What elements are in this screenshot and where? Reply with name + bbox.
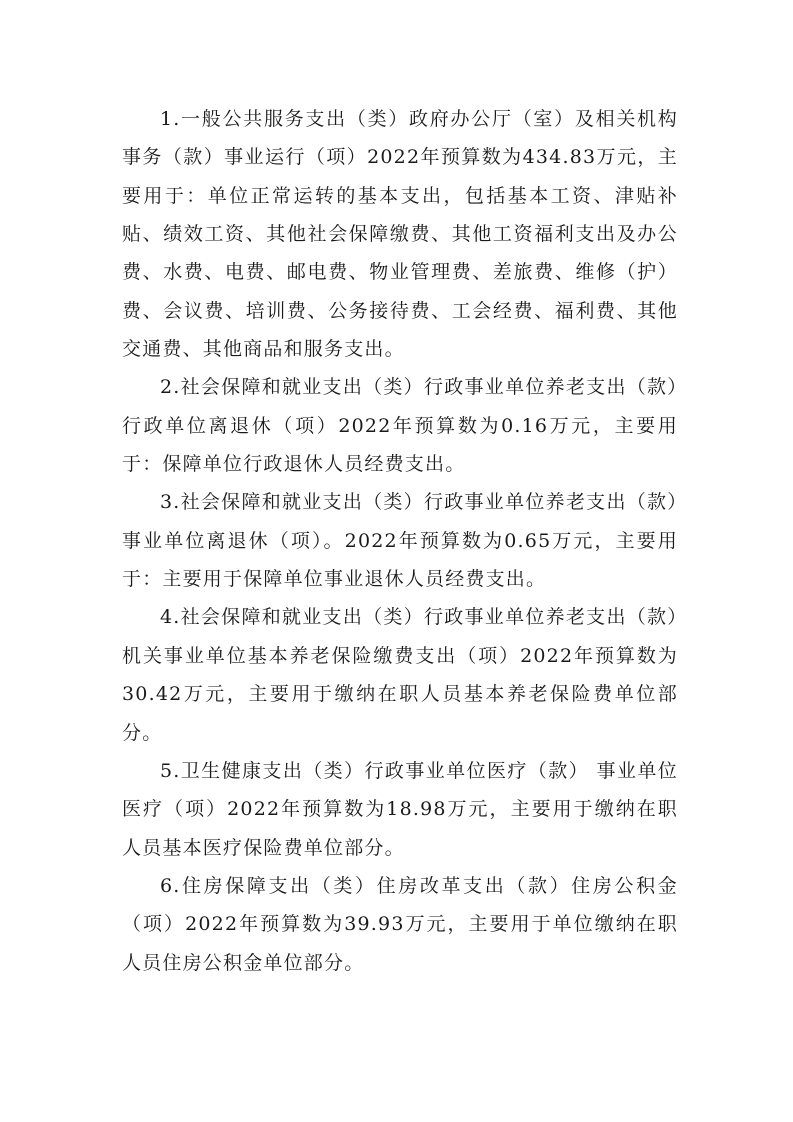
paragraph-2: 2.社会保障和就业支出（类）行政事业单位养老支出（款）行政单位离退休（项）2022年预算数为0.16万元，主要用于：保障单位行政退休人员经费支出。	[122, 376, 678, 476]
document-body	[122, 100, 678, 982]
paragraph-5: 5.卫生健康支出（类）行政事业单位医疗（款） 事业单位医疗（项）2022年预算数为18.98万元，主要用于缴纳在职人员基本医疗保险费单位部分。	[122, 759, 678, 859]
paragraph-3: 3.社会保障和就业支出（类）行政事业单位养老支出（款）事业单位离退休（项）。2022年预算数为0.65万元，主要用于：主要用于保障单位事业退休人员经费支出。	[122, 491, 678, 591]
paragraph-4: 4.社会保障和就业支出（类）行政事业单位养老支出（款）机关事业单位基本养老保险缴费支出（项）2022年预算数为30.42万元，主要用于缴纳在职人员基本养老保险费单位部分。	[122, 606, 678, 744]
paragraph-6: 6.住房保障支出（类）住房改革支出（款）住房公积金（项）2022年预算数为39.93万元，主要用于单位缴纳在职人员住房公积金单位部分。	[122, 874, 678, 974]
paragraph-1: 1.一般公共服务支出（类）政府办公厅（室）及相关机构事务（款）事业运行（项）2022年预算数为434.83万元，主要用于：单位正常运转的基本支出，包括基本工资、津贴补贴、绩效工资、其他社会保障缴费、其他工资福利支出及办公费、水费、电费、邮电费、物业管理费、差旅费、维修（护）费、会议费、培训费、公务接待费、工会经费、福利费、其他交通费、其他商品和服务支出。	[122, 108, 678, 361]
